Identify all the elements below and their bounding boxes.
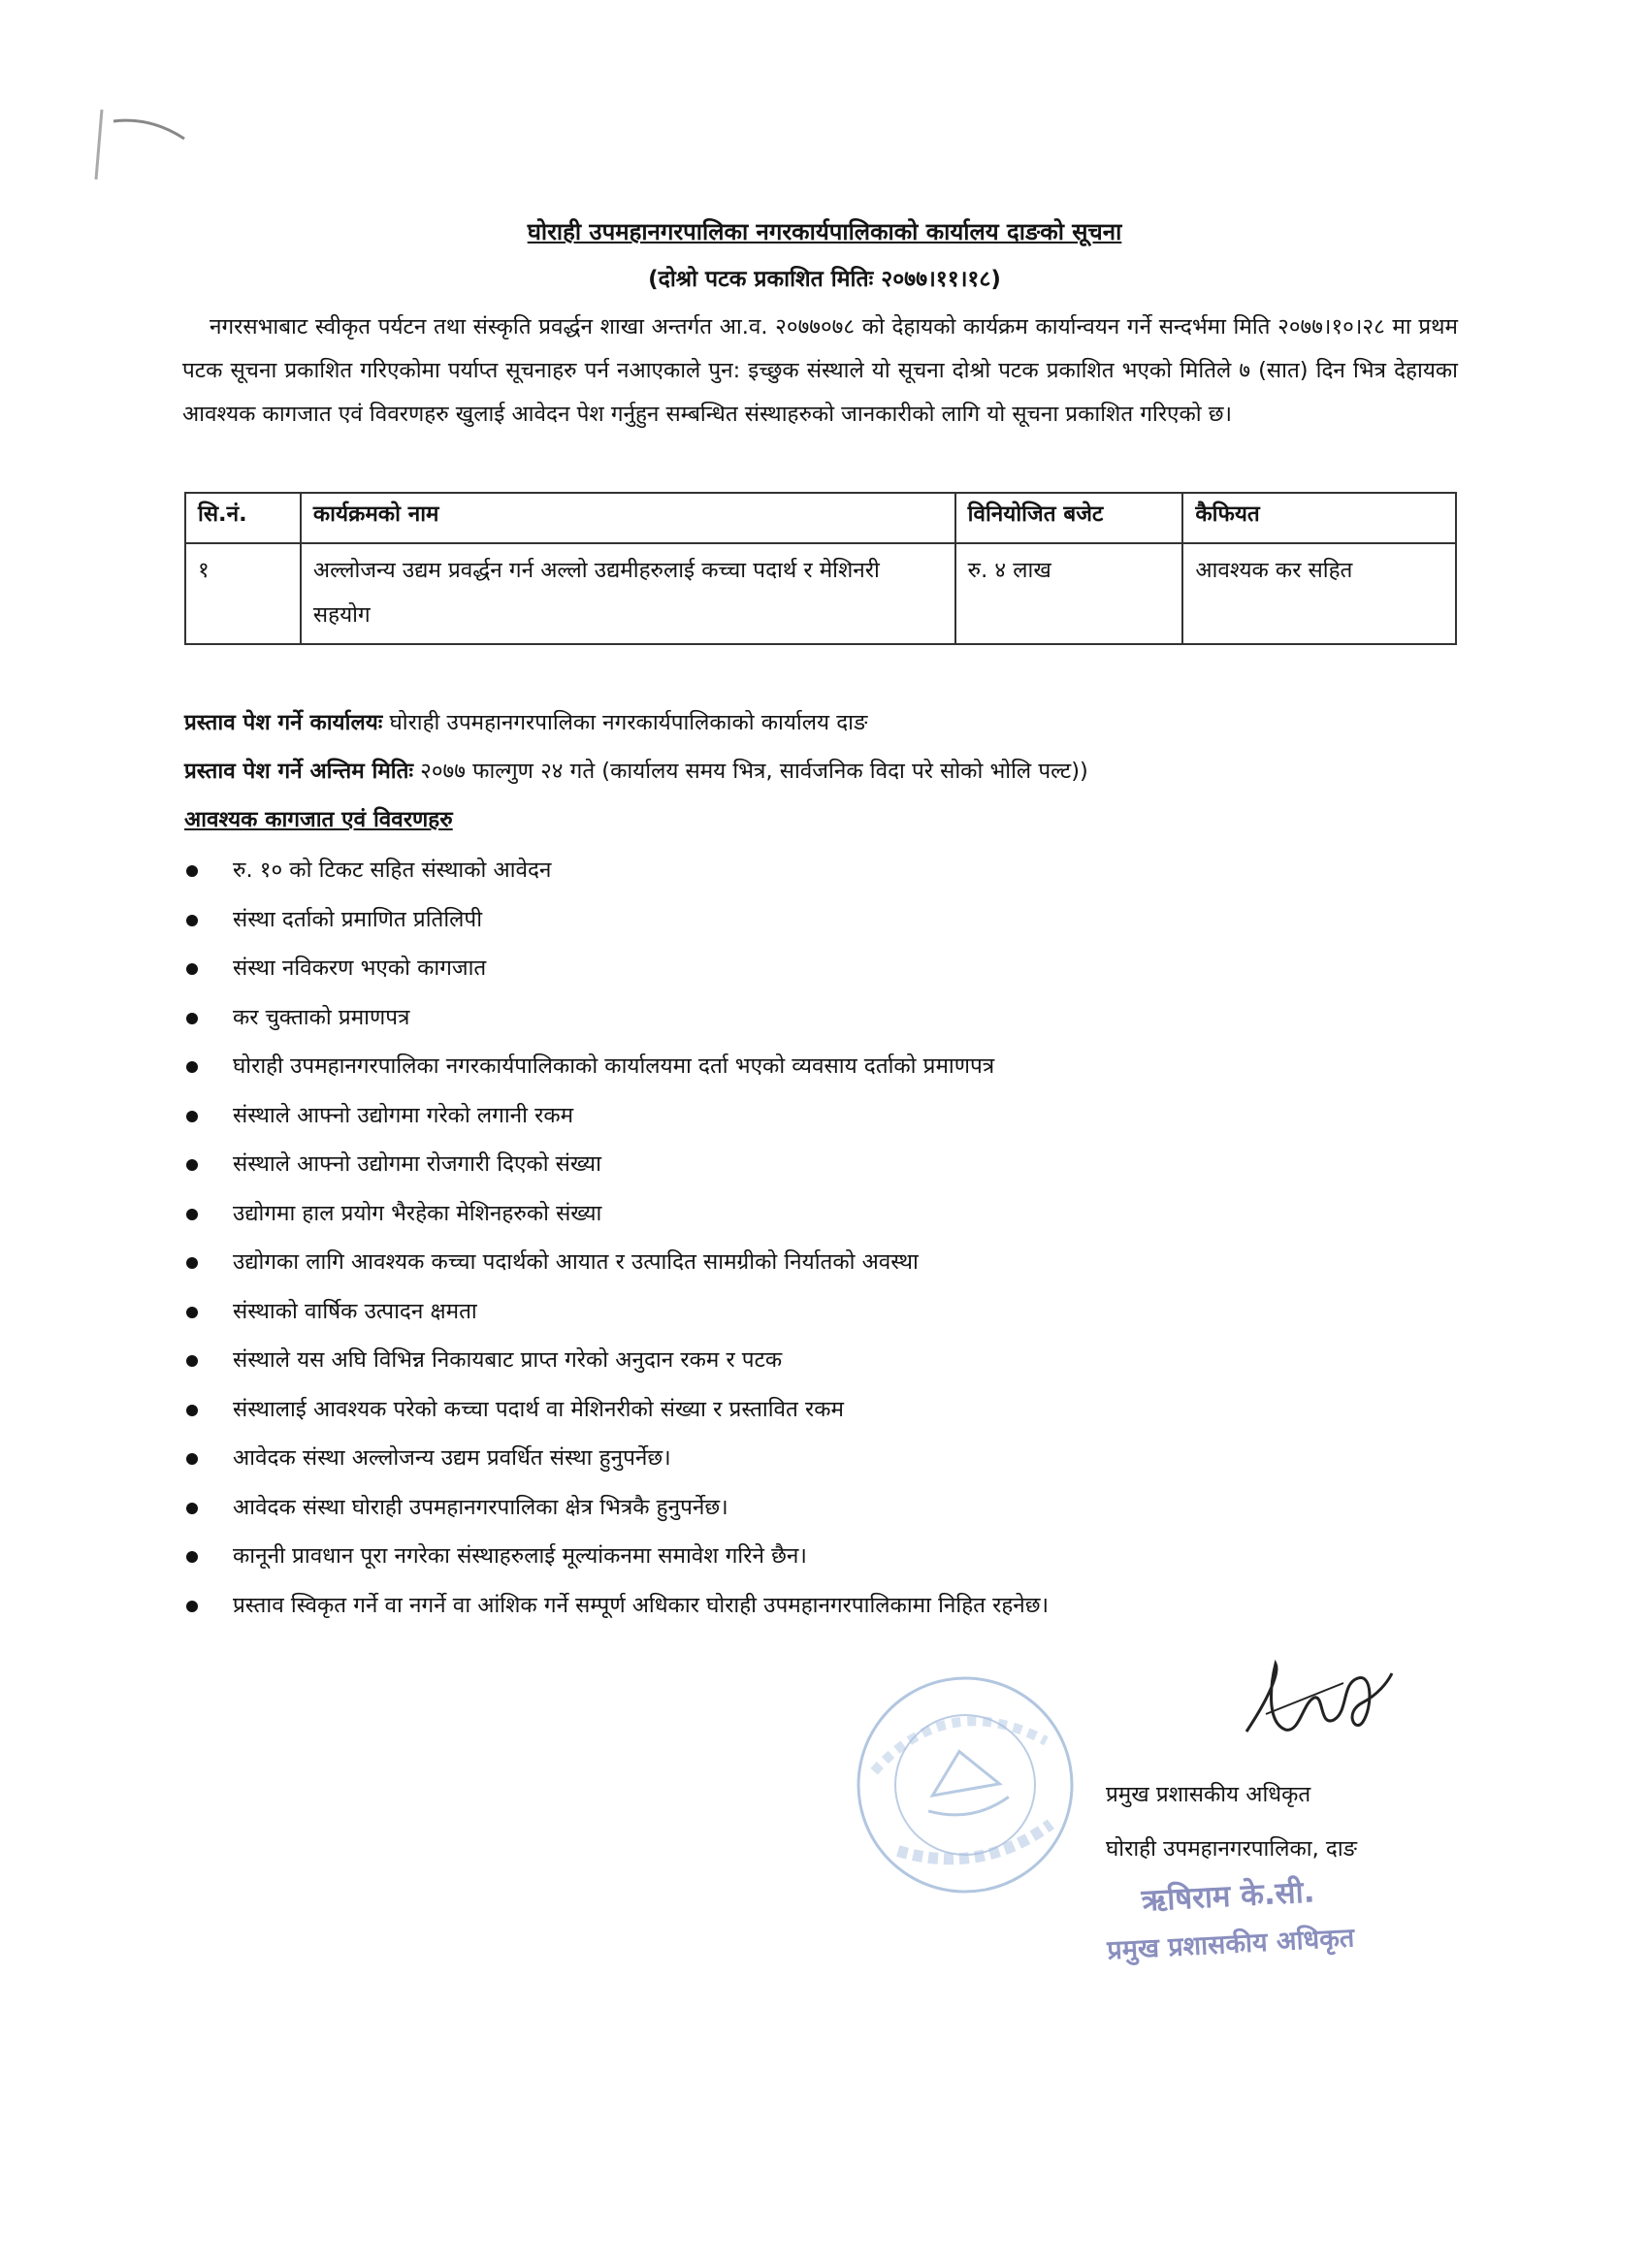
- list-item: [184, 1042, 1465, 1091]
- documents-heading: आवश्यक कागजात एवं विवरणहरु: [184, 807, 453, 832]
- list-item-text: आवेदक संस्था अल्लोजन्य उद्यम प्रवर्धित संस्था हुनुपर्नेछ।: [233, 1445, 671, 1471]
- cell-program: अल्लोजन्य उद्यम प्रवर्द्धन गर्न अल्लो उद्यमीहरुलाई कच्चा पदार्थ र मेशिनरी सहयोग: [301, 543, 955, 644]
- list-item-text: संस्थाले आफ्नो उद्योगमा गरेको लगानी रकम: [233, 1102, 574, 1128]
- bullet-icon: [186, 1355, 198, 1367]
- signatory-designation: प्रमुख प्रशासकीय अधिकृत: [1106, 1782, 1311, 1807]
- notice-body: नगरसभाबाट स्वीकृत पर्यटन तथा संस्कृति प्रवर्द्धन शाखा अन्तर्गत आ.व. २०७७०७८ को देहायको कार्यक्रम कार्यान्वयन गर्ने सन्दर्भमा मिति २०७७।१०।२८ मा प्रथम पटक सूचना प्रकाशित गरिएकोमा पर्याप्त सूचनाहरु पर्न नआएकाले पुन: इच्छुक संस्थाले यो सूचना दोश्रो पटक प्रकाशित भएको मितिले ७ (सात) दिन भित्र देहायका आवश्यक कागजात एवं विवरणहरु खुलाई आवेदन पेश गर्नुहुन सम्बन्धित संस्थाहरुको जानकारीको लागि यो सूचना प्रकाशित गरिएको छ।: [182, 314, 1458, 427]
- list-item-text: घोराही उपमहानगरपालिका नगरकार्यपालिकाको कार्यालयमा दर्ता भएको व्यवसाय दर्ताको प्रमाणपत्र: [233, 1053, 995, 1079]
- notice-subtitle: (दोश्रो पटक प्रकाशित मितिः २०७७।११।१८): [648, 267, 1001, 292]
- list-item: [184, 1091, 1465, 1141]
- notice-title: घोराही उपमहानगरपालिका नगरकार्यपालिकाको कार्यालय दाङको सूचना: [527, 218, 1122, 245]
- list-item-text: संस्था नविकरण भएको कागजात: [233, 956, 487, 981]
- signatory-office: घोराही उपमहानगरपालिका, दाङ: [1106, 1836, 1357, 1862]
- bullet-icon: [186, 1257, 198, 1269]
- bullet-icon: [186, 1551, 198, 1563]
- cell-budget: रु. ४ लाख: [955, 543, 1183, 644]
- list-item-text: रु. १० को टिकट सहित संस्थाको आवेदन: [233, 858, 552, 883]
- list-item-text: कर चुक्ताको प्रमाणपत्र: [233, 1004, 410, 1030]
- list-item-text: उद्योगमा हाल प्रयोग भैरहेका मेशिनहरुको संख्या: [233, 1200, 602, 1226]
- list-item: [184, 1532, 1465, 1581]
- bullet-icon: [186, 915, 198, 926]
- stamp-title: प्रमुख प्रशासकीय अधिकृत: [1106, 1923, 1356, 1966]
- bullet-icon: [186, 1307, 198, 1318]
- list-item-text: आवेदक संस्था घोराही उपमहानगरपालिका क्षेत्र भित्रकै हुनुपर्नेछ।: [233, 1494, 728, 1520]
- bullet-icon: [186, 1061, 198, 1073]
- office-seal: [830, 1650, 1100, 1920]
- submission-office: [184, 706, 1465, 736]
- program-table: [184, 492, 1457, 645]
- submission-deadline-value: २०७७ फाल्गुण २४ गते (कार्यालय समय भित्र, सार्वजनिक विदा परे सोको भोलि पल्ट)): [420, 759, 1088, 784]
- list-item-text: संस्थाको वार्षिक उत्पादन क्षमता: [233, 1298, 477, 1324]
- bullet-icon: [186, 1503, 198, 1514]
- list-item: [184, 944, 1465, 993]
- list-item: [184, 1581, 1465, 1631]
- list-item-text: संस्थाले आफ्नो उद्योगमा रोजगारी दिएको संख्या: [233, 1151, 601, 1177]
- cell-sn: १: [185, 543, 301, 644]
- list-item-text: कानूनी प्रावधान पूरा नगरेका संस्थाहरुलाई मूल्यांकनमा समावेश गरिने छैन।: [233, 1543, 807, 1569]
- documents-list: [184, 846, 1465, 1630]
- name-stamp: [1104, 1865, 1356, 1975]
- list-item: [184, 895, 1465, 945]
- list-item-text: संस्थाले यस अघि विभिन्न निकायबाट प्राप्त गरेको अनुदान रकम र पटक: [233, 1347, 783, 1373]
- list-item: [184, 1140, 1465, 1189]
- bullet-icon: [186, 1013, 198, 1024]
- submission-office-label: प्रस्ताव पेश गर्ने कार्यालयः: [184, 710, 383, 735]
- cell-remarks: आवश्यक कर सहित: [1182, 543, 1456, 644]
- stamp-name: ऋषिराम के.सी.: [1140, 1874, 1316, 1919]
- table-header-row: [185, 493, 1456, 543]
- bullet-icon: [186, 1453, 198, 1465]
- list-item: [184, 993, 1465, 1043]
- bullet-icon: [186, 1405, 198, 1416]
- bullet-icon: [186, 865, 198, 877]
- pencil-mark: [92, 102, 199, 189]
- list-item: [184, 1287, 1465, 1337]
- header-budget: विनियोजित बजेट: [955, 493, 1183, 543]
- bullet-icon: [186, 1111, 198, 1122]
- bullet-icon: [186, 1209, 198, 1220]
- list-item: [184, 1434, 1465, 1483]
- header-program: कार्यक्रमको नाम: [301, 493, 955, 543]
- list-item: [184, 1385, 1465, 1435]
- list-item-text: उद्योगका लागि आवश्यक कच्चा पदार्थको आयात र उत्पादित सामग्रीको निर्यातको अवस्था: [233, 1249, 919, 1275]
- list-item-text: संस्था दर्ताको प्रमाणित प्रतिलिपी: [233, 906, 483, 932]
- submission-office-value: घोराही उपमहानगरपालिका नगरकार्यपालिकाको कार्यालय दाङ: [389, 710, 868, 735]
- list-item-text: संस्थालाई आवश्यक परेको कच्चा पदार्थ वा मेशिनरीको संख्या र प्रस्तावित रकम: [233, 1396, 844, 1422]
- list-item: [184, 846, 1465, 895]
- list-item: [184, 1238, 1465, 1287]
- bullet-icon: [186, 1601, 198, 1612]
- list-item-text: प्रस्ताव स्विकृत गर्ने वा नगर्ने वा आंशिक गर्ने सम्पूर्ण अधिकार घोराही उपमहानगरपालिकामा निहित रहनेछ।: [233, 1592, 1050, 1618]
- list-item: [184, 1336, 1465, 1385]
- header-sn: सि.नं.: [185, 493, 301, 543]
- submission-deadline-label: प्रस्ताव पेश गर्ने अन्तिम मितिः: [184, 759, 413, 784]
- table-row: [185, 543, 1456, 644]
- signature: [1227, 1644, 1402, 1770]
- bullet-icon: [186, 963, 198, 975]
- list-item: [184, 1483, 1465, 1533]
- bullet-icon: [186, 1159, 198, 1171]
- list-item: [184, 1189, 1465, 1239]
- header-remarks: कैफियत: [1182, 493, 1456, 543]
- signatory-block: [1106, 1767, 1357, 1876]
- submission-deadline: [184, 755, 1465, 785]
